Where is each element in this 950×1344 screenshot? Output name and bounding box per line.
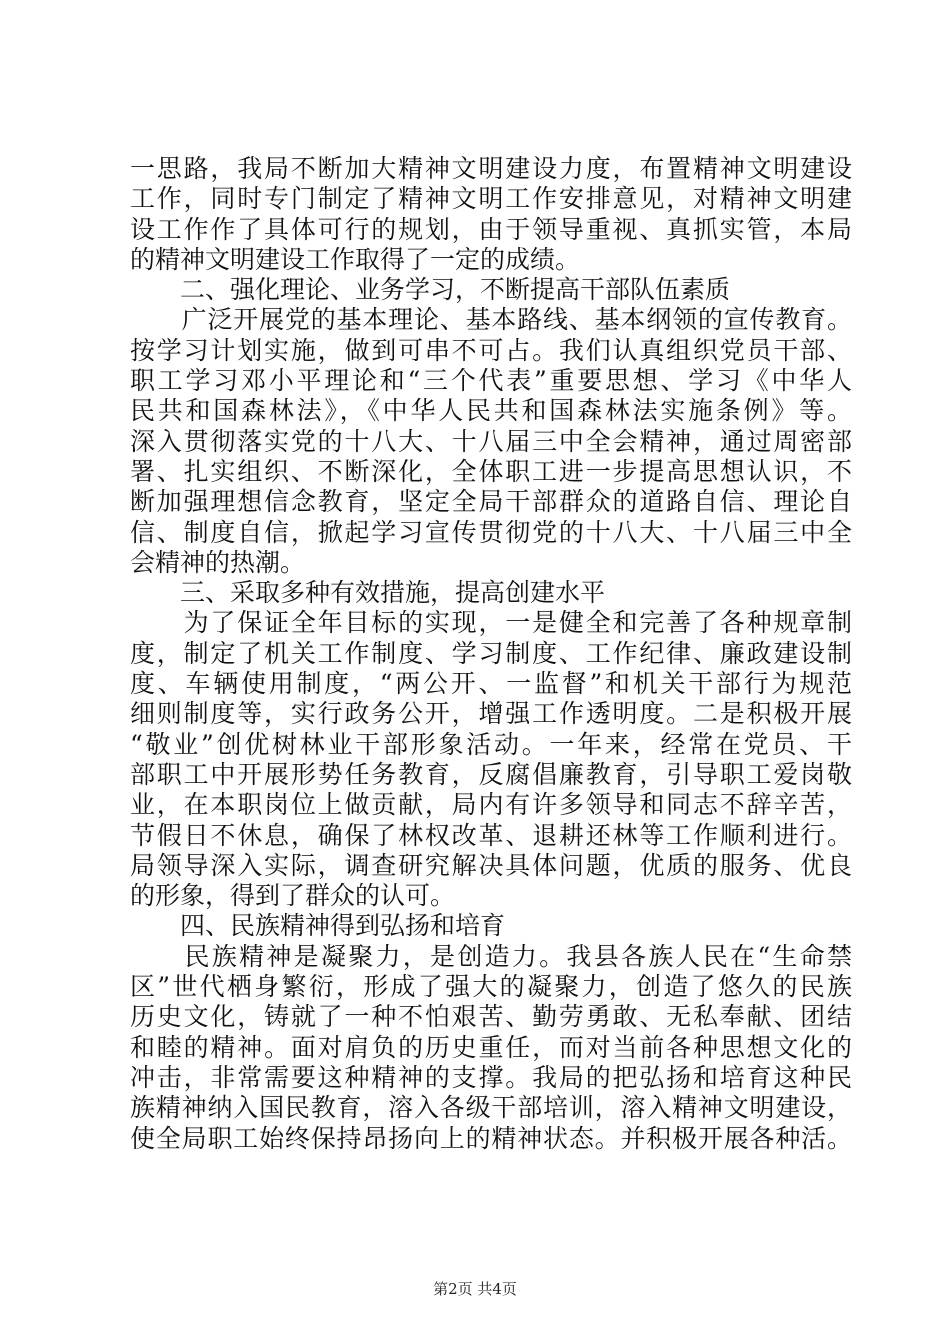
text-line: 民族精神是凝聚力，是创造力。我县各族人民在“生命禁 bbox=[130, 941, 852, 971]
text-line: 业，在本职岗位上做贡献，局内有许多领导和同志不辞辛苦， bbox=[130, 790, 852, 820]
text-line: 区”世代栖身繁衍，形成了强大的凝聚力，创造了悠久的民族 bbox=[130, 972, 852, 1002]
text-line: 冲击，非常需要这种精神的支撑。我局的把弘扬和培育这种民 bbox=[130, 1062, 852, 1092]
text-line: 和睦的精神。面对肩负的历史重任，而对当前各种思想文化的 bbox=[130, 1032, 852, 1062]
text-line: 署、扎实组织、不断深化，全体职工进一步提高思想认识，不 bbox=[130, 456, 852, 486]
text-line: 局领导深入实际，调查研究解决具体问题，优质的服务、优良 bbox=[130, 850, 852, 880]
text-line: 按学习计划实施，做到可串不可占。我们认真组织党员干部、 bbox=[130, 335, 852, 365]
text-line: 度、车辆使用制度，“两公开、一监督”和机关干部行为规范 bbox=[130, 669, 852, 699]
text-line: 度，制定了机关工作制度、学习制度、工作纪律、廉政建设制 bbox=[130, 638, 852, 668]
text-line: 会精神的热潮。 bbox=[130, 547, 306, 577]
text-line: 一思路，我局不断加大精神文明建设力度，布置精神文明建设 bbox=[130, 154, 852, 183]
text-line: 族精神纳入国民教育，溶入各级干部培训，溶入精神文明建设， bbox=[130, 1093, 852, 1123]
text-line: 部职工中开展形势任务教育，反腐倡廉教育，引导职工爱岗敬 bbox=[130, 759, 852, 789]
text-line: 节假日不休息，确保了林权改革、退耕还林等工作顺利进行。 bbox=[130, 820, 852, 850]
text-line: 广泛开展党的基本理论、基本路线、基本纲领的宣传教育。 bbox=[130, 305, 852, 335]
text-line: 历史文化，铸就了一种不怕艰苦、勤劳勇敢、无私奉献、团结 bbox=[130, 1002, 852, 1032]
text-line: 的形象，得到了群众的认可。 bbox=[130, 881, 456, 911]
text-line: 深入贯彻落实党的十八大、十八届三中全会精神，通过周密部 bbox=[130, 426, 852, 456]
page-number: 第2页 共4页 bbox=[433, 1280, 517, 1298]
text-line: 职工学习邓小平理论和“三个代表”重要思想、学习《中华人 bbox=[130, 366, 852, 396]
text-line: 为了保证全年目标的实现，一是健全和完善了各种规章制 bbox=[130, 608, 852, 638]
document-page bbox=[130, 154, 852, 1154]
text-line: 细则制度等，实行政务公开，增强工作透明度。二是积极开展 bbox=[130, 699, 852, 729]
text-line: 的精神文明建设工作取得了一定的成绩。 bbox=[130, 244, 581, 274]
text-line: 三、采取多种有效措施，提高创建水平 bbox=[130, 578, 606, 608]
document-body bbox=[130, 154, 852, 1154]
text-line: 二、强化理论、业务学习，不断提高干部队伍素质 bbox=[130, 275, 731, 305]
text-line: 设工作作了具体可行的规划，由于领导重视、真抓实管，本局 bbox=[130, 214, 852, 244]
text-line: “敬业”创优树林业干部形象活动。一年来，经常在党员、干 bbox=[130, 729, 852, 759]
text-line: 四、民族精神得到弘扬和培育 bbox=[130, 911, 506, 941]
text-line: 断加强理想信念教育，坚定全局干部群众的道路自信、理论自 bbox=[130, 487, 852, 517]
text-line: 民共和国森林法》，《中华人民共和国森林法实施条例》等。 bbox=[130, 396, 852, 426]
text-line: 使全局职工始终保持昂扬向上的精神状态。并积极开展各种活。 bbox=[130, 1123, 852, 1153]
page-footer bbox=[0, 1278, 950, 1299]
text-line: 信、制度自信，掀起学习宣传贯彻党的十八大、十八届三中全 bbox=[130, 517, 852, 547]
text-line: 工作，同时专门制定了精神文明工作安排意见，对精神文明建 bbox=[130, 184, 852, 214]
